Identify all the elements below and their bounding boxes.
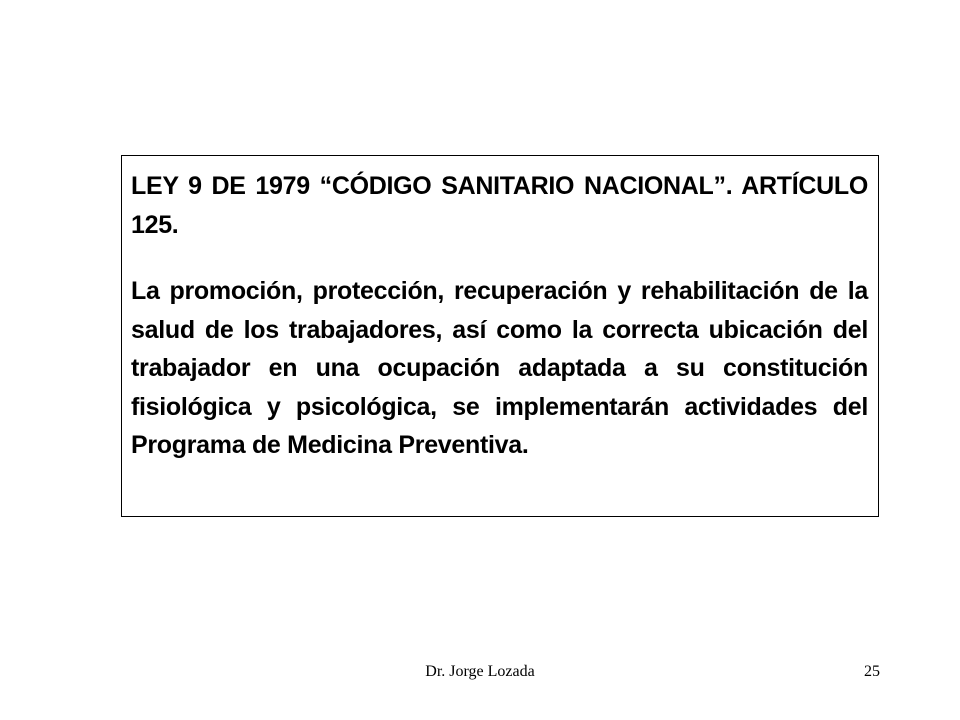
footer-author: Dr. Jorge Lozada — [425, 663, 535, 680]
paragraph-spacer — [131, 244, 868, 272]
article-text-box — [121, 155, 879, 517]
slide-number: 25 — [864, 663, 880, 680]
law-heading: LEY 9 DE 1979 “CÓDIGO SANITARIO NACIONAL”. ARTÍCULO 125. — [131, 172, 868, 239]
article-body: La promoción, protección, recuperación y rehabilitación de la salud de los trabajadores, así como la correcta ubicación del trabajador en una ocupación adaptada a su constitución fisiológica y psicológica, se implementarán actividades del Programa de Medicina Preventiva. — [131, 277, 868, 459]
